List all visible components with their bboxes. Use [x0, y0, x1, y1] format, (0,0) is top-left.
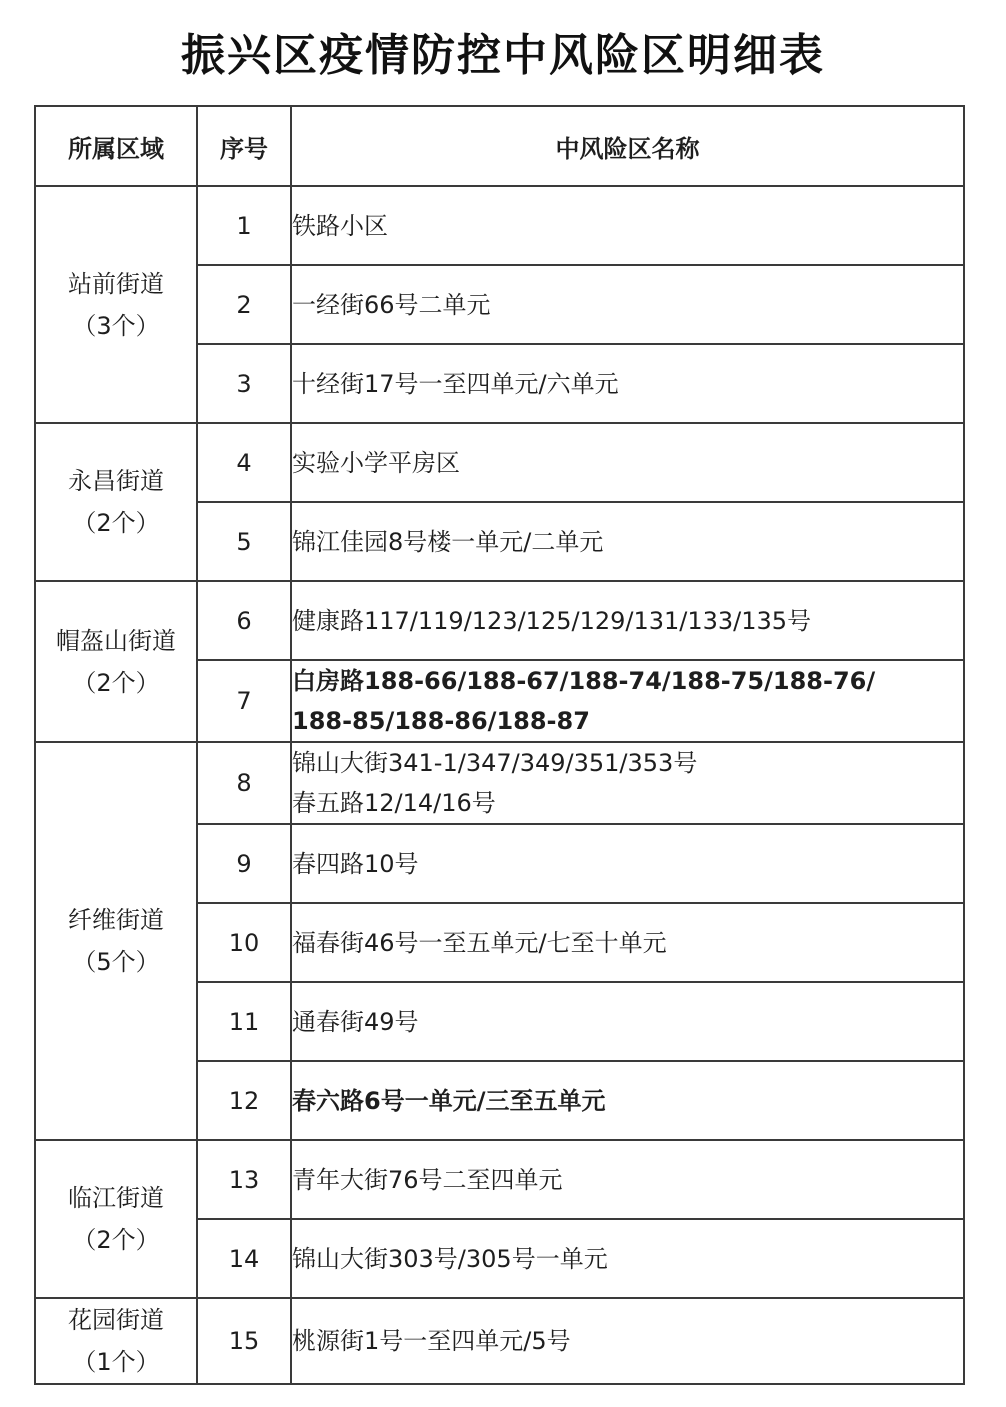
- seq-cell: 5: [197, 502, 291, 581]
- table-row: [35, 186, 964, 265]
- column-header-region: 所属区域: [35, 106, 197, 186]
- area-name-cell: [291, 502, 964, 581]
- seq-cell: 12: [197, 1061, 291, 1140]
- area-name-line: 健康路117/119/123/125/129/131/133/135号: [292, 606, 812, 635]
- region-count: （5个）: [72, 948, 160, 976]
- area-name-cell: [291, 423, 964, 502]
- column-header-seq: 序号: [197, 106, 291, 186]
- area-name-cell: [291, 344, 964, 423]
- seq-cell: 6: [197, 581, 291, 660]
- region-name: 临江街道: [68, 1184, 164, 1212]
- area-name-cell: [291, 581, 964, 660]
- seq-cell: 1: [197, 186, 291, 265]
- seq-cell: 9: [197, 824, 291, 903]
- region-cell: [35, 1140, 197, 1298]
- region-name: 站前街道: [68, 269, 164, 298]
- region-count: （1个）: [72, 1348, 160, 1376]
- table-row: [35, 581, 964, 660]
- table-header-row: [35, 106, 964, 186]
- area-name-line: 青年大街76号二至四单元: [292, 1165, 563, 1194]
- risk-area-table: [34, 105, 965, 1385]
- seq-cell: 8: [197, 742, 291, 824]
- region-count: （2个）: [72, 1226, 160, 1254]
- area-name-line: 通春街49号: [292, 1007, 419, 1036]
- table-row: [35, 1298, 964, 1384]
- region-cell: [35, 423, 197, 581]
- region-count: （2个）: [72, 509, 160, 537]
- area-name-line: 十经街17号一至四单元/六单元: [292, 369, 619, 398]
- area-name-cell: [291, 824, 964, 903]
- area-name-line: 福春街46号一至五单元/七至十单元: [292, 928, 667, 957]
- column-header-name: 中风险区名称: [291, 106, 964, 186]
- seq-cell: 10: [197, 903, 291, 982]
- area-name-line: 春六路6号一单元/三至五单元: [292, 1086, 606, 1115]
- area-name-line: 实验小学平房区: [292, 448, 460, 477]
- seq-cell: 14: [197, 1219, 291, 1298]
- area-name-line: 春五路12/14/16号: [292, 789, 496, 817]
- region-count: （3个）: [72, 311, 160, 340]
- region-cell: [35, 1298, 197, 1384]
- area-name-line: 锦山大街303号/305号一单元: [292, 1244, 608, 1273]
- page-title: 振兴区疫情防控中风险区明细表: [181, 30, 825, 81]
- area-name-cell: [291, 982, 964, 1061]
- area-name-cell: [291, 1298, 964, 1384]
- table-row: [35, 742, 964, 824]
- seq-cell: 15: [197, 1298, 291, 1384]
- area-name-cell: [291, 1061, 964, 1140]
- area-name-cell: [291, 1219, 964, 1298]
- area-name-cell: [291, 742, 964, 824]
- area-name-cell: [291, 186, 964, 265]
- region-count: （2个）: [72, 668, 160, 697]
- area-name-line: 铁路小区: [292, 211, 388, 240]
- region-cell: [35, 581, 197, 742]
- area-name-line: 桃源街1号一至四单元/5号: [292, 1327, 571, 1355]
- table-row: [35, 423, 964, 502]
- region-name: 纤维街道: [68, 906, 164, 934]
- region-name: 永昌街道: [68, 467, 164, 495]
- area-name-cell: [291, 660, 964, 742]
- seq-cell: 7: [197, 660, 291, 742]
- region-name: 帽盔山街道: [56, 626, 176, 655]
- area-name-cell: [291, 903, 964, 982]
- area-name-line: 一经街66号二单元: [292, 290, 491, 319]
- area-name-line: 春四路10号: [292, 849, 419, 878]
- area-name-cell: [291, 265, 964, 344]
- seq-cell: 13: [197, 1140, 291, 1219]
- seq-cell: 2: [197, 265, 291, 344]
- region-cell: [35, 742, 197, 1140]
- table-row: [35, 1140, 964, 1219]
- area-name-line: 188-85/188-86/188-87: [292, 707, 590, 735]
- region-cell: [35, 186, 197, 423]
- seq-cell: 4: [197, 423, 291, 502]
- seq-cell: 11: [197, 982, 291, 1061]
- seq-cell: 3: [197, 344, 291, 423]
- area-name-line: 锦江佳园8号楼一单元/二单元: [292, 527, 604, 556]
- region-name: 花园街道: [68, 1306, 164, 1334]
- area-name-line: 锦山大街341-1/347/349/351/353号: [292, 749, 698, 777]
- area-name-line: 白房路188-66/188-67/188-74/188-75/188-76/: [292, 667, 876, 695]
- area-name-cell: [291, 1140, 964, 1219]
